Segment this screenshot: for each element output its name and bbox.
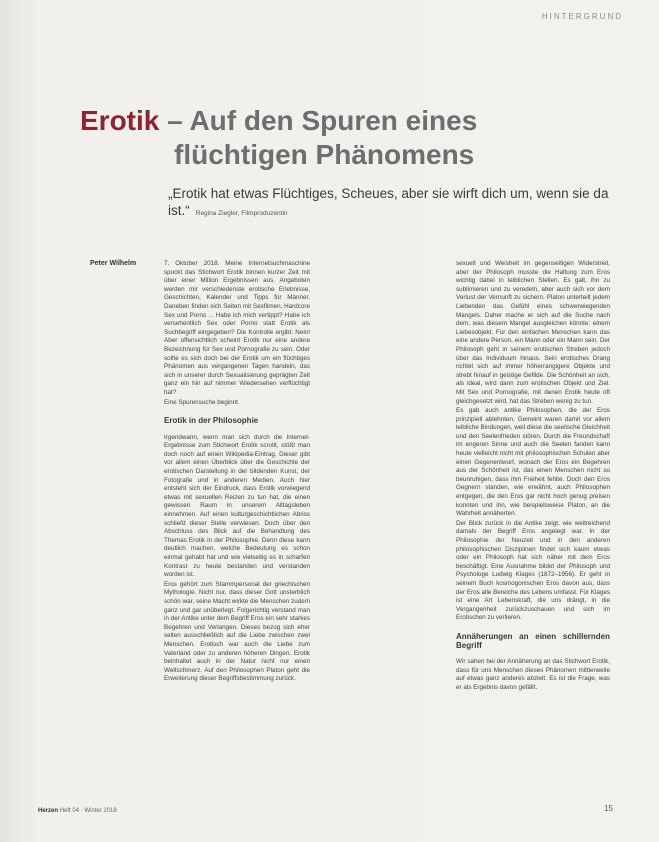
subheading: Annäherungen an einen schillernden Begriff — [456, 631, 610, 650]
page-number: 15 — [604, 804, 613, 813]
section-label: HINTERGRUND — [541, 12, 623, 21]
author-name: Peter Wilhelm — [90, 260, 137, 267]
footer-magazine: Herzen — [38, 808, 59, 814]
paragraph: sexuell und Weisheit im gegenseitigen Widerstreit, aber der Philosoph musste die Haltung zum Eros wichtig dabei in leiblichen Stellen. Es galt, ihn zu sublimieren und zu veredeln, aber auch sich vor dem Verlust der Vernunft zu sichern. Platon unterteilt jedem Liebenden das Gefühl eines schwerwiegenden Mangels. Daher mache er sich auf die Suche nach dem, was diesem Mangel ausgleichen könnte: einem Liebesobjekt. Für den einfachen Menschen kann das eine andere Person, ein Mann oder ein Mann sein. Der Philosoph geht in seinem erotischen Streben jedoch über das Individuum hinaus. Sein erotisches Drang richtet sich auf immer höherrangigere Objekte und strebt hinauf in geistige Gefilde. Die Schönheit an sich, als ideal, wird dann zum erotischen Objekt und Ziel. Mit Sex und Pornografie, mit denen Erotik heute oft gleichgesetzt wird, hat das Streben wenig zu tun. — [456, 260, 610, 405]
title-rest: – Auf den Spuren eines — [159, 105, 478, 136]
text-column-1 — [164, 260, 310, 685]
article-title — [80, 104, 620, 172]
paragraph: Irgendwann, wenn man sich durch die Internet-Ergebnisse zum Stichwort Erotik scrollt, stößt man doch noch auf einen Wikipedia-Eintrag. Dieser gibt vor allem einen Überblick über die Geschichte der erotischen Darstellung in der bildenden Kunst, der Fotografie und in anderen Medien. Auch hier entsteht sich der Eindruck, dass Erotik vorwiegend etwas mit sexuellen Reizen zu tun hat, die einen gewissen Raum in unserem Alltagsleben einnehmen. Auf einen kulturgeschichtlichen Abriss schließt dieser Stelle verwiesen. Doch über den Abschluss des Blick auf die Behandlung des Themas Erotik in der Philosophie. Denn diese kann deutlich machen, welche Bedeutung es schon einmal gehabt hat und wie vielseitig es in scharfen Kontrast zu heute bestanden und verstanden worden ist. — [164, 433, 310, 579]
paragraph: 7. Oktober 2018. Meine Internetsuchmaschine spuckt das Stichwort Erotik binnen kurzer Zeit mit über einer Million Ergebnissen aus. Angeboten werden mir verschiedenste erotische Erlebnisse, Geschichten, Kalender und Tipps für Männer. Daneben finden sich Seiten mit Sexfilmen, Hardcore Sex und Porno ... Habe ich mich vertippt? Habe ich versehentlich Sex oder Porno statt Erotik als Suchbegriff eingegeben? Die Kontrolle ergibt: Nein! Aber offensichtlich scheint Erotik nur eine andere Bezeichnung für Sex und Pornografie zu sein. Oder sollte es sich doch bei der Erotik um ein flüchtiges Phänomen aus vergangenen Tagen handeln, das sich in unserer durch Sexualisierung geprägten Zeit ganz ein hin auf nimmer Wiedersehen verflüchtigt hat? — [164, 260, 310, 396]
footer-info — [38, 808, 117, 814]
paragraph: Eros gehört zum Stammpersonal der griechischen Mythologie. Nicht nur, dass dieser Gott unsterblich schön war, seine Macht wirkte die Menschen zudem ganz und gar unüberlegt. Folgerichtig verstand man in der Antike unter dem Begriff Eros ein sehr starkes Begehren und Verlangen. Dieses bezog sich eher selten ausschließlich auf die Liebe zwischen zwei Menschen. Erotisch war auch die Liebe zum Vaterland oder zu anderen höheren Dingen. Erotik beinhaltet auch in der Natur nicht nur einen Weltschmerz. Auf den Philosophen Platon geht die Erweiterung dieser Begriffsbestimmung zurück. — [164, 580, 310, 683]
paragraph: Es gab auch antike Philosophen, die der Eros prinzipiell ablehnten. Gemeint waren damit vor allem leibliche Bindungen, weil diese die seelische Gleichheit und den Seelenfrieden stören. Durch die Freundschaft im engeren Sinne und auch die Seelen fanden kann heute vielleicht nicht mit philosophischen Schulen aber einen Gegenentwurf, wonach der Eros ein Begehren aus der Schönheit ist, das einen Menschen nicht so beunruhigen, dass ihm Freiheit fehlte. Doch den Eros Gegnern standen, wie erwähnt, auch Philosophen entgegen, die den Eros gar nicht hoch genug preisen konnten und ihn, wie beispielsweise Platon, an die Wahrheit annäherten. — [456, 407, 610, 518]
text-column-2 — [456, 260, 610, 694]
paragraph: Der Blick zurück in die Antike zeigt, wie weitreichend damals der Begriff Eros angelegt war. In der Philosophie der Neuzeit und in den anderen philosophischen Disziplinen findet sich kaum etwas oder ein Philosoph hat sich näher mit dem Eros beschäftigt. Eine Ausnahme bildet der Philosoph und Psychologe Ludwig Klages (1872–1956). Er geht in seinem Buch kosmogonischen Eros davon aus, dass der Eros alle Bereiche des Lebens umfasst. Für Klages ist eine Art Lebenskraft, die uns drängt, in die Vergangenheit zurückzuschauen und sich im Erotischen zu verlieren. — [456, 519, 611, 622]
paragraph: Eine Spurensuche beginnt. — [164, 398, 240, 406]
paragraph: Wir sahen bei der Annäherung an das Stichwort Erotik, dass für uns Menschen dieses Phänomen mittlerweile auf etwas ganz anderes abzielt. Es ist die Frage, was er als Ergebnis davon gefällt. — [456, 658, 610, 691]
title-accent: Erotik — [80, 105, 160, 136]
quote-text: „Erotik hat etwas Flüchtiges, Scheues, aber sie wirft dich um, wenn sie da ist.“ — [168, 186, 609, 218]
title-line-2: flüchtigen Phänomens — [174, 139, 475, 170]
pull-quote — [168, 185, 628, 222]
subheading: Erotik in der Philosophie — [164, 416, 259, 426]
quote-source: Regina Ziegler, Filmproduzentin — [195, 210, 288, 217]
footer-issue: Heft 04 · Winter 2018 — [59, 808, 117, 814]
